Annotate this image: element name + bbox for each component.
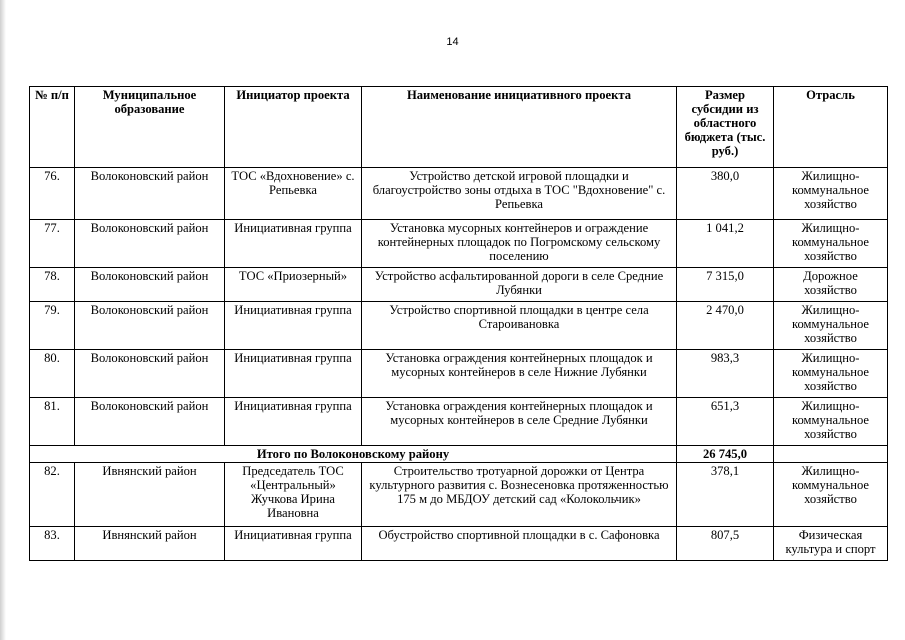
total-label: Итого по Волоконовскому району xyxy=(30,446,677,463)
table-row xyxy=(30,302,888,350)
cell-project: Устройство асфальтированной дороги в селе Средние Лубянки xyxy=(362,268,677,302)
cell-num: 79. xyxy=(30,302,75,350)
cell-project: Устройство детской игровой площадки и благоустройство зоны отдыха в ТОС "Вдохновение" с. Репьевка xyxy=(362,168,677,220)
table-row xyxy=(30,268,888,302)
cell-initiator: ТОС «Вдохновение» с. Репьевка xyxy=(225,168,362,220)
cell-municipality: Волоконовский район xyxy=(75,302,225,350)
cell-project: Строительство тротуарной дорожки от Центра культурного развития с. Вознесеновка протяженностью 175 м до МБДОУ детский сад «Колокольчик» xyxy=(362,463,677,527)
cell-municipality: Ивнянский район xyxy=(75,527,225,561)
header-num: № п/п xyxy=(30,87,75,168)
total-subsidy: 26 745,0 xyxy=(677,446,774,463)
scan-edge-shadow xyxy=(0,0,6,640)
cell-project: Установка ограждения контейнерных площадок и мусорных контейнеров в селе Нижние Лубянки xyxy=(362,350,677,398)
cell-municipality: Волоконовский район xyxy=(75,268,225,302)
cell-subsidy: 380,0 xyxy=(677,168,774,220)
cell-project: Обустройство спортивной площадки в с. Сафоновка xyxy=(362,527,677,561)
cell-num: 82. xyxy=(30,463,75,527)
cell-initiator: Инициативная группа xyxy=(225,302,362,350)
cell-municipality: Волоконовский район xyxy=(75,398,225,446)
cell-initiator: ТОС «Приозерный» xyxy=(225,268,362,302)
cell-sector: Жилищно-коммунальное хозяйство xyxy=(774,398,888,446)
table-row xyxy=(30,350,888,398)
subsidy-table xyxy=(29,86,888,561)
cell-num: 76. xyxy=(30,168,75,220)
cell-subsidy: 651,3 xyxy=(677,398,774,446)
table-header-row xyxy=(30,87,888,168)
cell-sector: Жилищно-коммунальное хозяйство xyxy=(774,220,888,268)
cell-project: Устройство спортивной площадки в центре села Староивановка xyxy=(362,302,677,350)
cell-sector: Жилищно-коммунальное хозяйство xyxy=(774,302,888,350)
header-initiator: Инициатор проекта xyxy=(225,87,362,168)
cell-num: 78. xyxy=(30,268,75,302)
table-row xyxy=(30,168,888,220)
cell-municipality: Волоконовский район xyxy=(75,220,225,268)
cell-num: 80. xyxy=(30,350,75,398)
table-row xyxy=(30,527,888,561)
cell-sector: Жилищно-коммунальное хозяйство xyxy=(774,350,888,398)
cell-initiator: Инициативная группа xyxy=(225,527,362,561)
total-sector-empty xyxy=(774,446,888,463)
cell-num: 77. xyxy=(30,220,75,268)
cell-subsidy: 983,3 xyxy=(677,350,774,398)
cell-initiator: Председатель ТОС «Центральный» Жучкова Ирина Ивановна xyxy=(225,463,362,527)
cell-subsidy: 2 470,0 xyxy=(677,302,774,350)
cell-sector: Физическая культура и спорт xyxy=(774,527,888,561)
cell-project: Установка ограждения контейнерных площадок и мусорных контейнеров в селе Средние Лубянки xyxy=(362,398,677,446)
total-row xyxy=(30,446,888,463)
cell-sector: Жилищно-коммунальное хозяйство xyxy=(774,463,888,527)
header-subsidy: Размер субсидии из областного бюджета (тыс. руб.) xyxy=(677,87,774,168)
cell-subsidy: 378,1 xyxy=(677,463,774,527)
cell-subsidy: 7 315,0 xyxy=(677,268,774,302)
table-row xyxy=(30,398,888,446)
cell-subsidy: 1 041,2 xyxy=(677,220,774,268)
cell-initiator: Инициативная группа xyxy=(225,220,362,268)
table-row xyxy=(30,463,888,527)
table-row xyxy=(30,220,888,268)
cell-num: 81. xyxy=(30,398,75,446)
cell-initiator: Инициативная группа xyxy=(225,398,362,446)
cell-municipality: Волоконовский район xyxy=(75,168,225,220)
header-sector: Отрасль xyxy=(774,87,888,168)
cell-sector: Дорожное хозяйство xyxy=(774,268,888,302)
cell-municipality: Ивнянский район xyxy=(75,463,225,527)
header-project: Наименование инициативного проекта xyxy=(362,87,677,168)
cell-municipality: Волоконовский район xyxy=(75,350,225,398)
page-number: 14 xyxy=(446,36,459,48)
header-municipality: Муниципальное образование xyxy=(75,87,225,168)
cell-sector: Жилищно-коммунальное хозяйство xyxy=(774,168,888,220)
cell-initiator: Инициативная группа xyxy=(225,350,362,398)
cell-subsidy: 807,5 xyxy=(677,527,774,561)
cell-num: 83. xyxy=(30,527,75,561)
cell-project: Установка мусорных контейнеров и ограждение контейнерных площадок по Погромскому сельскому поселению xyxy=(362,220,677,268)
